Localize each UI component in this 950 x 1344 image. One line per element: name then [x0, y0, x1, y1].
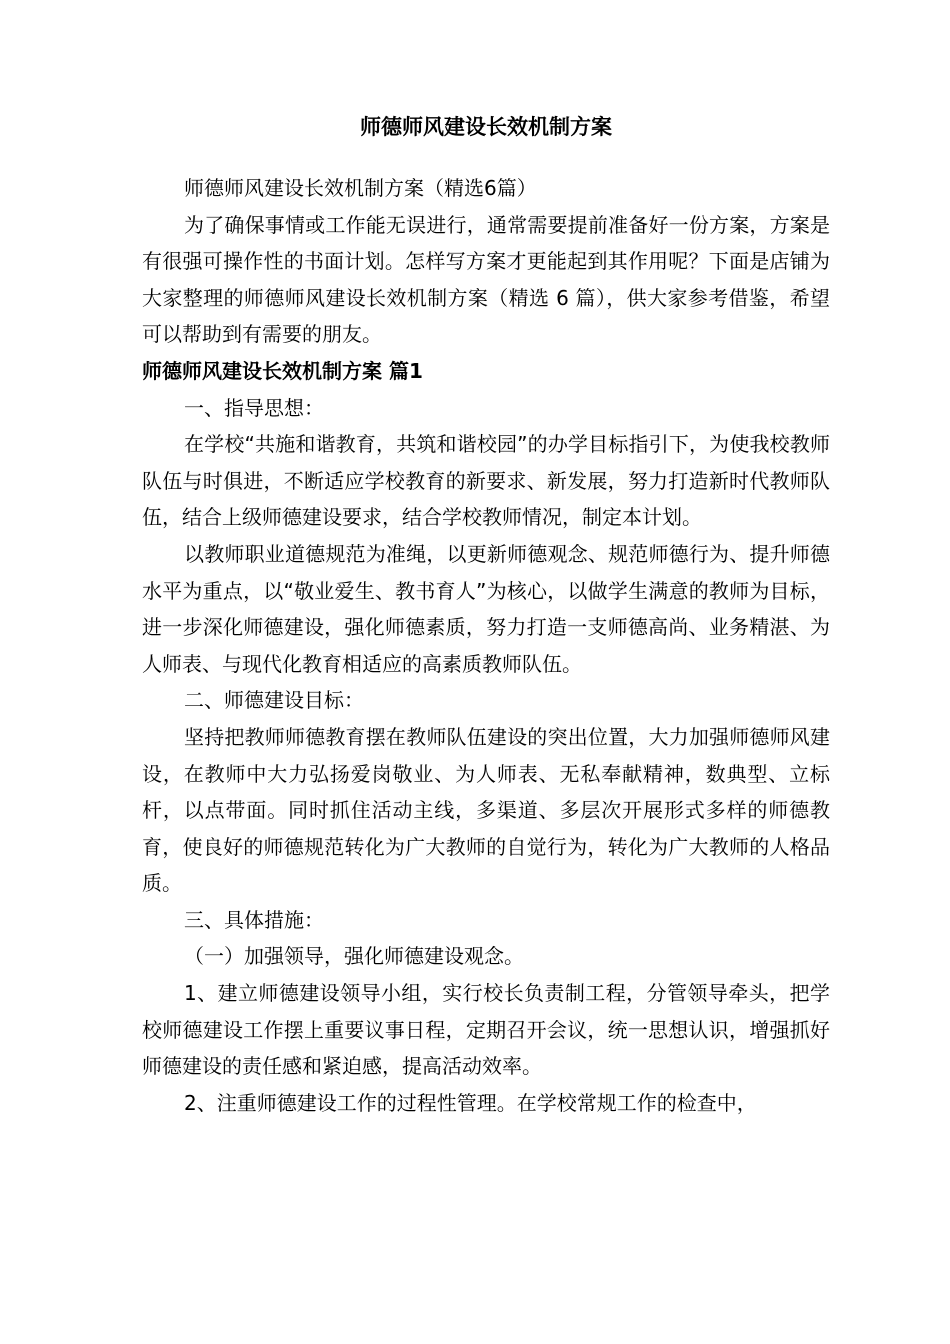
paragraph-goals-heading: 二、师德建设目标： [184, 688, 364, 713]
paragraph: 以教师职业道德规范为准绳，以更新师德观念、规范师德行为、提升师德水平为重点，以“敬业爱生、教书育人”为核心，以做学生满意的教师为目标，进一步深化师德建设，强化师德素质，努力打造一支师德高尚、业务精湛、为人师表、与现代化教育相适应的高素质教师队伍。 [142, 541, 830, 676]
paragraph: 在学校“共施和谐教育，共筑和谐校园”的办学目标指引下，为使我校教师队伍与时俱进，不断适应学校教育的新要求、新发展，努力打造新时代教师队伍，结合上级师德建设要求，结合学校教师情况，制定本计划。 [142, 432, 830, 530]
paragraph-measures-heading: 三、具体措施： [184, 907, 324, 932]
paragraph: 1、建立师德建设领导小组，实行校长负责制工程，分管领导牵头，把学校师德建设工作摆上重要议事日程，定期召开会议，统一思想认识，增强抓好师德建设的责任感和紧迫感，提高活动效率。 [142, 981, 830, 1079]
paragraph-guiding-heading: 一、指导思想： [184, 395, 324, 420]
document-title: 师德师风建设长效机制方案 [360, 115, 612, 139]
intro-paragraph: 为了确保事情或工作能无误进行，通常需要提前准备好一份方案，方案是有很强可操作性的书面计划。怎样写方案才更能起到其作用呢？下面是店铺为大家整理的师德师风建设长效机制方案（精选 6 篇），供大家参考借鉴，希望可以帮助到有需要的朋友。 [142, 212, 830, 347]
paragraph: 坚持把教师师德教育摆在教师队伍建设的突出位置，大力加强师德师风建设，在教师中大力弘扬爱岗敬业、为人师表、无私奉献精神，数典型、立标杆，以点带面。同时抓住活动主线，多渠道、多层次开展形式多样的师德教育，使良好的师德规范转化为广大教师的自觉行为，转化为广大教师的人格品质。 [142, 724, 830, 896]
paragraph: 2、注重师德建设工作的过程性管理。在学校常规工作的检查中， [184, 1090, 757, 1115]
document-page [142, 108, 830, 1121]
section-heading: 师德师风建设长效机制方案 篇1 [142, 358, 423, 383]
document-subtitle: 师德师风建设长效机制方案（精选6篇） [184, 176, 537, 200]
paragraph: （一）加强领导，强化师德建设观念。 [184, 944, 524, 969]
